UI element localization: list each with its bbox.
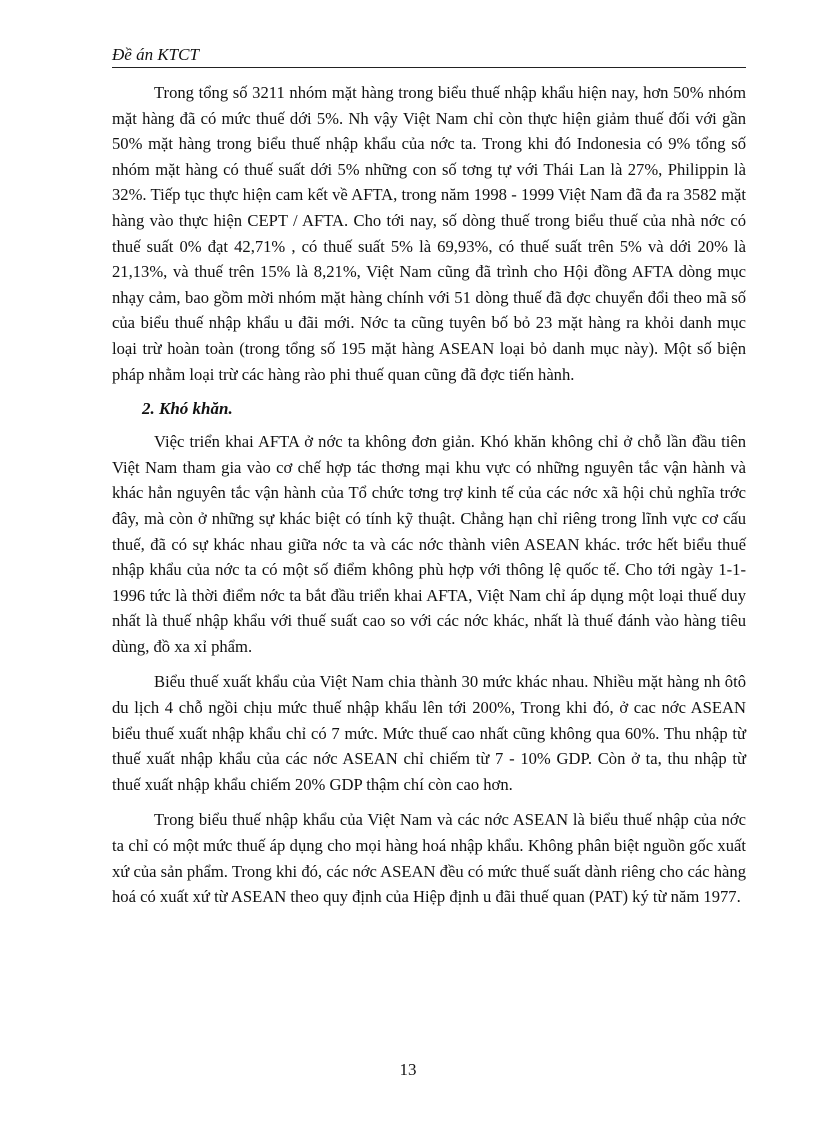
running-header: Đề án KTCT [112,45,746,68]
page-body [112,80,746,920]
paragraph-afta-difficulties: Việc triển khai AFTA ở nớc ta không đơn giản. Khó khăn không chỉ ở chỗ lần đầu tiên Việt Nam tham gia vào cơ chế hợp tác thơng mại khu vực có những nguyên tắc vận hành và khác hẳn nguyên tắc vận hành của Tổ chức tơng trợ kinh tế của các nớc xã hội chủ nghĩa trớc đây, mà còn ở những sự khác biệt có tính kỹ thuật. Chẳng hạn chỉ riêng trong lĩnh vực cơ cấu thuế, đã có sự khác nhau giữa nớc ta và các nớc thành viên ASEAN khác. trớc hết biểu thuế nhập khẩu của nớc ta có một số điểm không phù hợp với thông lệ quốc tế. Cho tới ngày 1-1-1996 tức là thời điểm nớc ta bắt đầu triển khai AFTA, Việt Nam chỉ áp dụng một loại thuế duy nhất là thuế nhập khẩu với thuế suất cao so với các nớc khác, nhất là thuế đánh vào hàng tiêu dùng, đồ xa xỉ phẩm. [112,432,746,656]
paragraph-tariff-levels: Biểu thuế xuất khẩu của Việt Nam chia thành 30 mức khác nhau. Nhiều mặt hàng nh ôtô du lịch 4 chỗ ngồi chịu mức thuế nhập khẩu lên tới 200%, Trong khi đó, ở cac nớc ASEAN biểu thuế xuất nhập khẩu chỉ có 7 mức. Mức thuế cao nhất cũng không qua 60%. Thu nhập từ thuế xuất nhập khẩu của các nớc ASEAN chỉ chiếm từ 7 - 10% GDP. Còn ở ta, thu nhập từ thuế xuất nhập khẩu chiếm 20% GDP thậm chí còn cao hơn. [112,672,746,794]
page-number: 13 [399,1060,417,1079]
paragraph-tariff-structure: Trong biểu thuế nhập khẩu của Việt Nam và các nớc ASEAN là biểu thuế nhập của nớc ta chỉ có một mức thuế áp dụng cho mọi hàng hoá nhập khẩu. Không phân biệt nguồn gốc xuất xứ của sản phẩm. Trong khi đó, các nớc ASEAN đều có mức thuế suất dành riêng cho các hàng hoá có xuất xứ từ ASEAN theo quy định của Hiệp định u đãi thuế quan (PAT) ký từ năm 1977. [112,810,746,907]
paragraph-cept-progress: Trong tổng số 3211 nhóm mặt hàng trong biểu thuế nhập khẩu hiện nay, hơn 50% nhóm mặt hàng đã có mức thuế dới 5%. Nh vậy Việt Nam chỉ còn thực hiện giảm thuế đối với gần 50% mặt hàng trong biểu thuế nhập khẩu của nớc ta. Trong khi đó Indonesia có 9% tổng số nhóm mặt hàng có thuế suất dới 5% những con số tơng tự với Thái Lan là 27%, Philippin là 32%. Tiếp tục thực hiện cam kết về AFTA, trong năm 1998 - 1999 Việt Nam đã đa ra 3582 mặt hàng vào thực hiện CEPT / AFTA. Cho tới nay, số dòng thuế trong biểu thuế của nhà nớc có thuế suất 0% đạt 42,71% , có thuế suất 5% là 69,93%, có thuế suất trên 5% và dới 20% là 21,13%, và thuế trên 15% là 8,21%, Việt Nam cũng đã trình cho Hội đồng AFTA dòng mục nhạy cảm, bao gồm mời nhóm mặt hàng chính với 51 dòng thuế đã đợc chuyển đổi theo mã số của biểu thuế nhập khẩu u đãi mới. Nớc ta cũng tuyên bố bỏ 23 mặt hàng ra khỏi danh mục loại trừ hoàn toàn (trong tổng số 195 mặt hàng ASEAN loại bỏ danh mục này). Một số biện pháp nhằm loại trừ các hàng rào phi thuế quan cũng đã đợc tiến hành. [112,83,746,384]
section-heading-difficulties: 2. Khó khăn. [142,399,233,419]
